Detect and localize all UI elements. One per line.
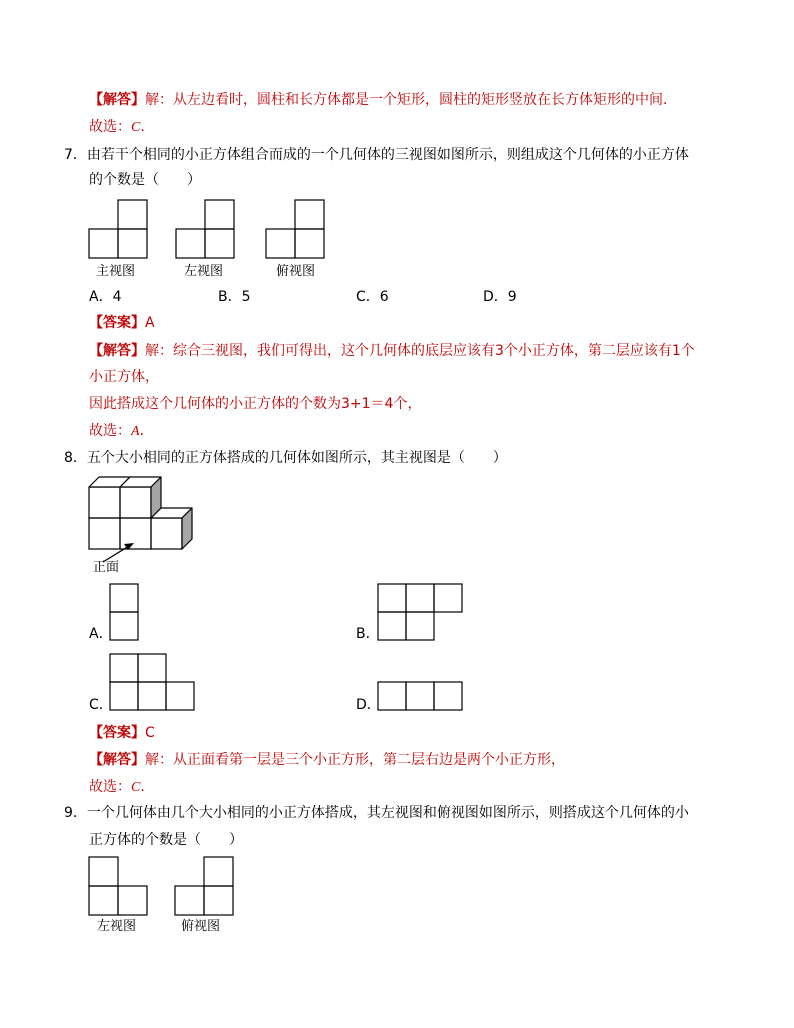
q7-option-d: D．9 [483,289,517,305]
q6-solution-line [89,90,677,110]
grid-cell [204,886,233,915]
choose-suffix: ． [140,779,155,795]
grid-cell [89,886,118,915]
question-stem: 五个大小相同的正方体搭成的几何体如图所示，其主视图是（ ） [86,450,507,466]
grid-cell [110,654,138,682]
question-number: 7． [64,147,87,163]
q8-stem-line [64,448,507,468]
q7-option-c: C．6 [356,289,389,305]
grid-cell [89,229,118,258]
grid-cell [138,654,166,682]
q7-top-view-label: 俯视图 [276,264,316,279]
grid-cell [118,886,147,915]
choose-suffix: ． [140,119,155,135]
grid-cell [378,584,406,612]
q7-left-view-figure [175,199,235,259]
q8-option-a-letter: A． [89,626,113,642]
question-number: 9． [64,805,87,821]
q9-stem-line-2: 正方体的个数是（ ） [89,832,243,848]
cube-front-face [89,518,120,549]
answer-label: 【答案】 [89,315,145,331]
q8-cube-solid-figure [85,472,197,567]
grid-cell [295,200,324,229]
question-stem: 由若干个相同的小正方体组合而成的一个几何体的三视图如图所示，则组成这个几何体的小正方体 [86,147,689,163]
cube-front-face [89,487,120,518]
choose-suffix: ． [139,423,154,439]
solution-text: 解：从左边看时，圆柱和长方体都是一个矩形，圆柱的矩形竖放在长方体矩形的中间． [145,92,677,108]
q7-option-b: B．5 [218,289,251,305]
answer-value: C [145,725,155,741]
grid-cell [176,229,205,258]
q9-top-view-figure [174,856,234,916]
grid-cell [295,229,324,258]
choose-prefix: 故选： [89,119,131,135]
q8-front-label: 正面 [93,560,120,575]
choose-prefix: 故选： [89,423,131,439]
q9-top-view-label: 俯视图 [181,919,221,934]
grid-cell [110,584,138,612]
q8-option-d-figure [377,681,464,711]
q7-solution-line-2: 小正方体， [89,369,159,385]
grid-cell [175,886,204,915]
grid-cell [406,612,434,640]
q8-option-b-figure [377,583,464,641]
q7-top-view-figure [265,199,325,259]
grid-cell [166,682,194,710]
q7-stem-line-1 [64,145,689,165]
choose-letter: C [131,120,141,135]
solution-label: 【解答】 [89,752,145,768]
grid-cell [205,200,234,229]
grid-cell [434,682,462,710]
q8-option-c-letter: C． [89,697,113,713]
q9-left-view-figure [88,856,148,916]
choose-letter: C [131,780,141,795]
q7-front-view-label: 主视图 [96,264,136,279]
cube-front-face [151,518,182,549]
grid-cell [266,229,295,258]
solution-label: 【解答】 [89,92,145,108]
grid-cell [138,682,166,710]
grid-cell [205,229,234,258]
q6-choose-line [89,117,154,137]
q7-answer-line [89,313,155,333]
q7-left-view-label: 左视图 [184,264,224,279]
q8-answer-line [89,723,155,743]
grid-cell [89,857,118,886]
grid-cell [378,612,406,640]
q7-choose-line [89,421,154,441]
question-number: 8． [64,450,87,466]
q8-solution-line [89,750,565,770]
q7-stem-line-2: 的个数是（ ） [89,172,201,188]
q8-option-c-figure [109,653,196,711]
q8-option-b-letter: B． [356,626,380,642]
answer-label: 【答案】 [89,725,145,741]
grid-cell [378,682,406,710]
cube-front-face [120,487,151,518]
q9-left-view-label: 左视图 [97,919,137,934]
grid-cell [118,229,147,258]
grid-cell [406,682,434,710]
q7-solution-line-1 [89,341,695,361]
grid-cell [204,857,233,886]
answer-value: A [145,315,155,331]
grid-cell [118,200,147,229]
question-stem: 一个几何体由几个大小相同的小正方体搭成，其左视图和俯视图如图所示，则搭成这个几何体的小 [86,805,689,821]
grid-cell [110,612,138,640]
q8-option-a-figure [109,583,139,641]
grid-cell [406,584,434,612]
choose-letter: A [131,424,140,439]
q9-stem-line-1 [64,803,689,823]
q7-solution-line-3: 因此搭成这个几何体的小正方体的个数为3+1＝4个， [89,396,422,412]
solution-text: 解：综合三视图，我们可得出，这个几何体的底层应该有3个小正方体，第二层应该有1个 [145,343,695,359]
choose-prefix: 故选： [89,779,131,795]
q8-option-d-letter: D． [356,697,381,713]
grid-cell [434,584,462,612]
q8-choose-line [89,777,154,797]
q7-front-view-figure [88,199,148,259]
grid-cell [110,682,138,710]
solution-label: 【解答】 [89,343,145,359]
solution-text: 解：从正面看第一层是三个小正方形，第二层右边是两个小正方形， [145,752,565,768]
q7-option-a: A．4 [89,289,122,305]
